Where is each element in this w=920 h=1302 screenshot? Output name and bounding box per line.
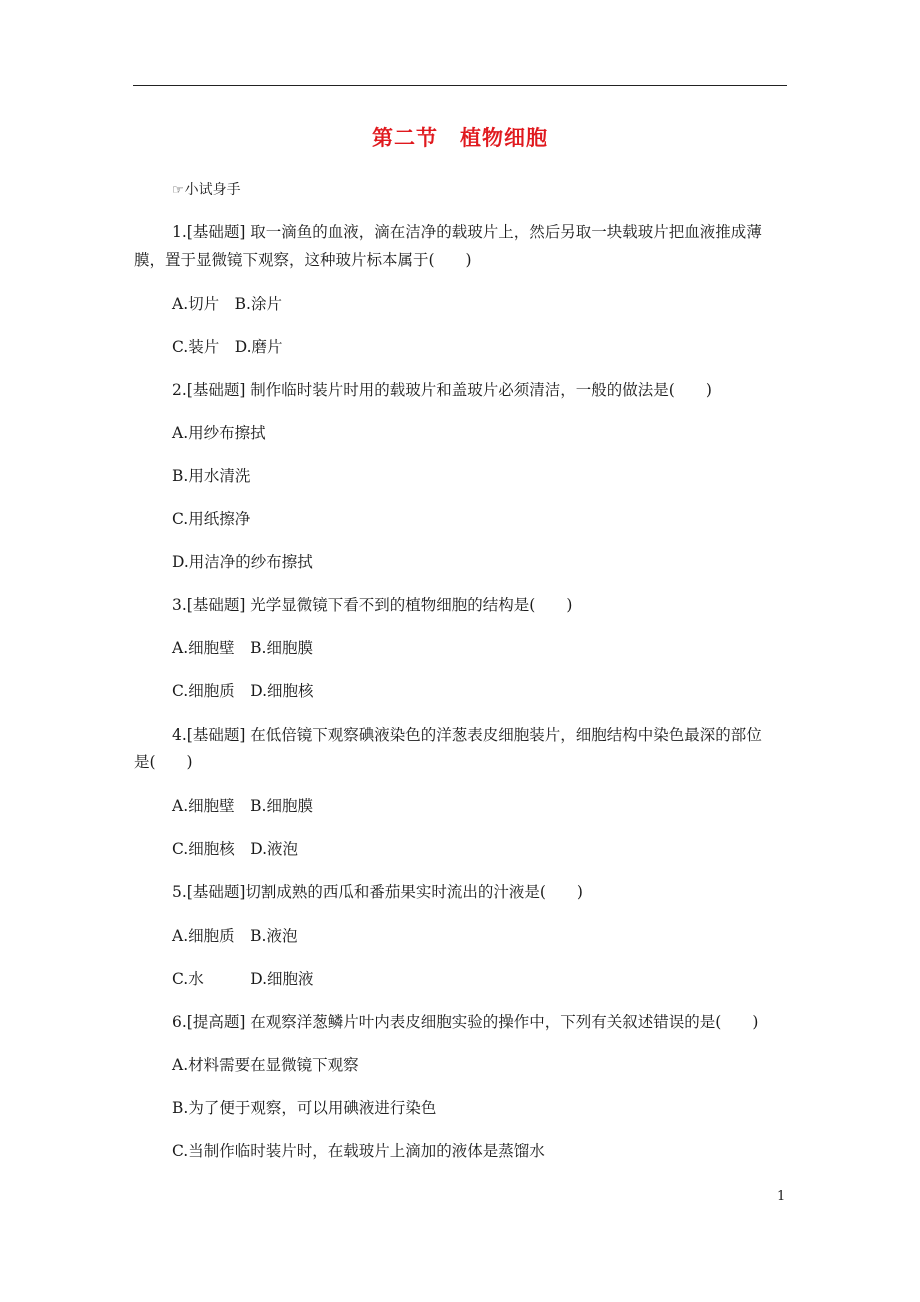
page-title: 第二节 植物细胞: [372, 126, 548, 150]
question-4-text-cont: 是( ): [134, 753, 193, 771]
question-6-text: 6.[提高题] 在观察洋葱鳞片叶内表皮细胞实验的操作中，下列有关叙述错误的是( ): [172, 1013, 759, 1031]
question-3-option-row-2: C.细胞质 D.细胞核: [172, 682, 314, 700]
question-2-option-a: A.用纱布擦拭: [172, 424, 266, 442]
question-3-text: 3.[基础题] 光学显微镜下看不到的植物细胞的结构是( ): [172, 596, 573, 614]
question-6-option-a: A.材料需要在显微镜下观察: [172, 1056, 359, 1074]
question-5-text: 5.[基础题]切割成熟的西瓜和番茄果实时流出的汁液是( ): [172, 883, 583, 901]
question-1-text-cont: 膜，置于显微镜下观察，这种玻片标本属于( ): [134, 251, 472, 269]
question-2-option-d: D.用洁净的纱布擦拭: [172, 553, 313, 571]
question-2-option-b: B.用水清洗: [172, 467, 251, 485]
question-4-option-row-1: A.细胞壁 B.细胞膜: [172, 797, 313, 815]
question-6-option-c: C.当制作临时装片时，在载玻片上滴加的液体是蒸馏水: [172, 1142, 545, 1160]
question-1-option-row-2: C.装片 D.磨片: [172, 338, 283, 356]
question-6-option-b: B.为了便于观察，可以用碘液进行染色: [172, 1099, 437, 1117]
question-1-text: 1.[基础题] 取一滴鱼的血液，滴在洁净的载玻片上，然后另取一块载玻片把血液推成薄: [172, 223, 762, 241]
header-rule: [133, 85, 787, 86]
question-4-text: 4.[基础题] 在低倍镜下观察碘液染色的洋葱表皮细胞装片，细胞结构中染色最深的部位: [172, 726, 762, 744]
question-5-option-row-1: A.细胞质 B.液泡: [172, 927, 298, 945]
question-2-text: 2.[基础题] 制作临时装片时用的载玻片和盖玻片必须清洁，一般的做法是( ): [172, 381, 712, 399]
section-heading: [172, 179, 241, 199]
pointing-hand-icon: ☞: [172, 183, 184, 198]
question-4-option-row-2: C.细胞核 D.液泡: [172, 840, 299, 858]
question-5-option-row-2: C.水 D.细胞液: [172, 970, 314, 988]
question-2-option-c: C.用纸擦净: [172, 510, 251, 528]
section-label: 小试身手: [184, 182, 241, 198]
page-number: 1: [777, 1189, 786, 1204]
question-3-option-row-1: A.细胞壁 B.细胞膜: [172, 639, 313, 657]
question-1-option-row-1: A.切片 B.涂片: [172, 295, 282, 313]
